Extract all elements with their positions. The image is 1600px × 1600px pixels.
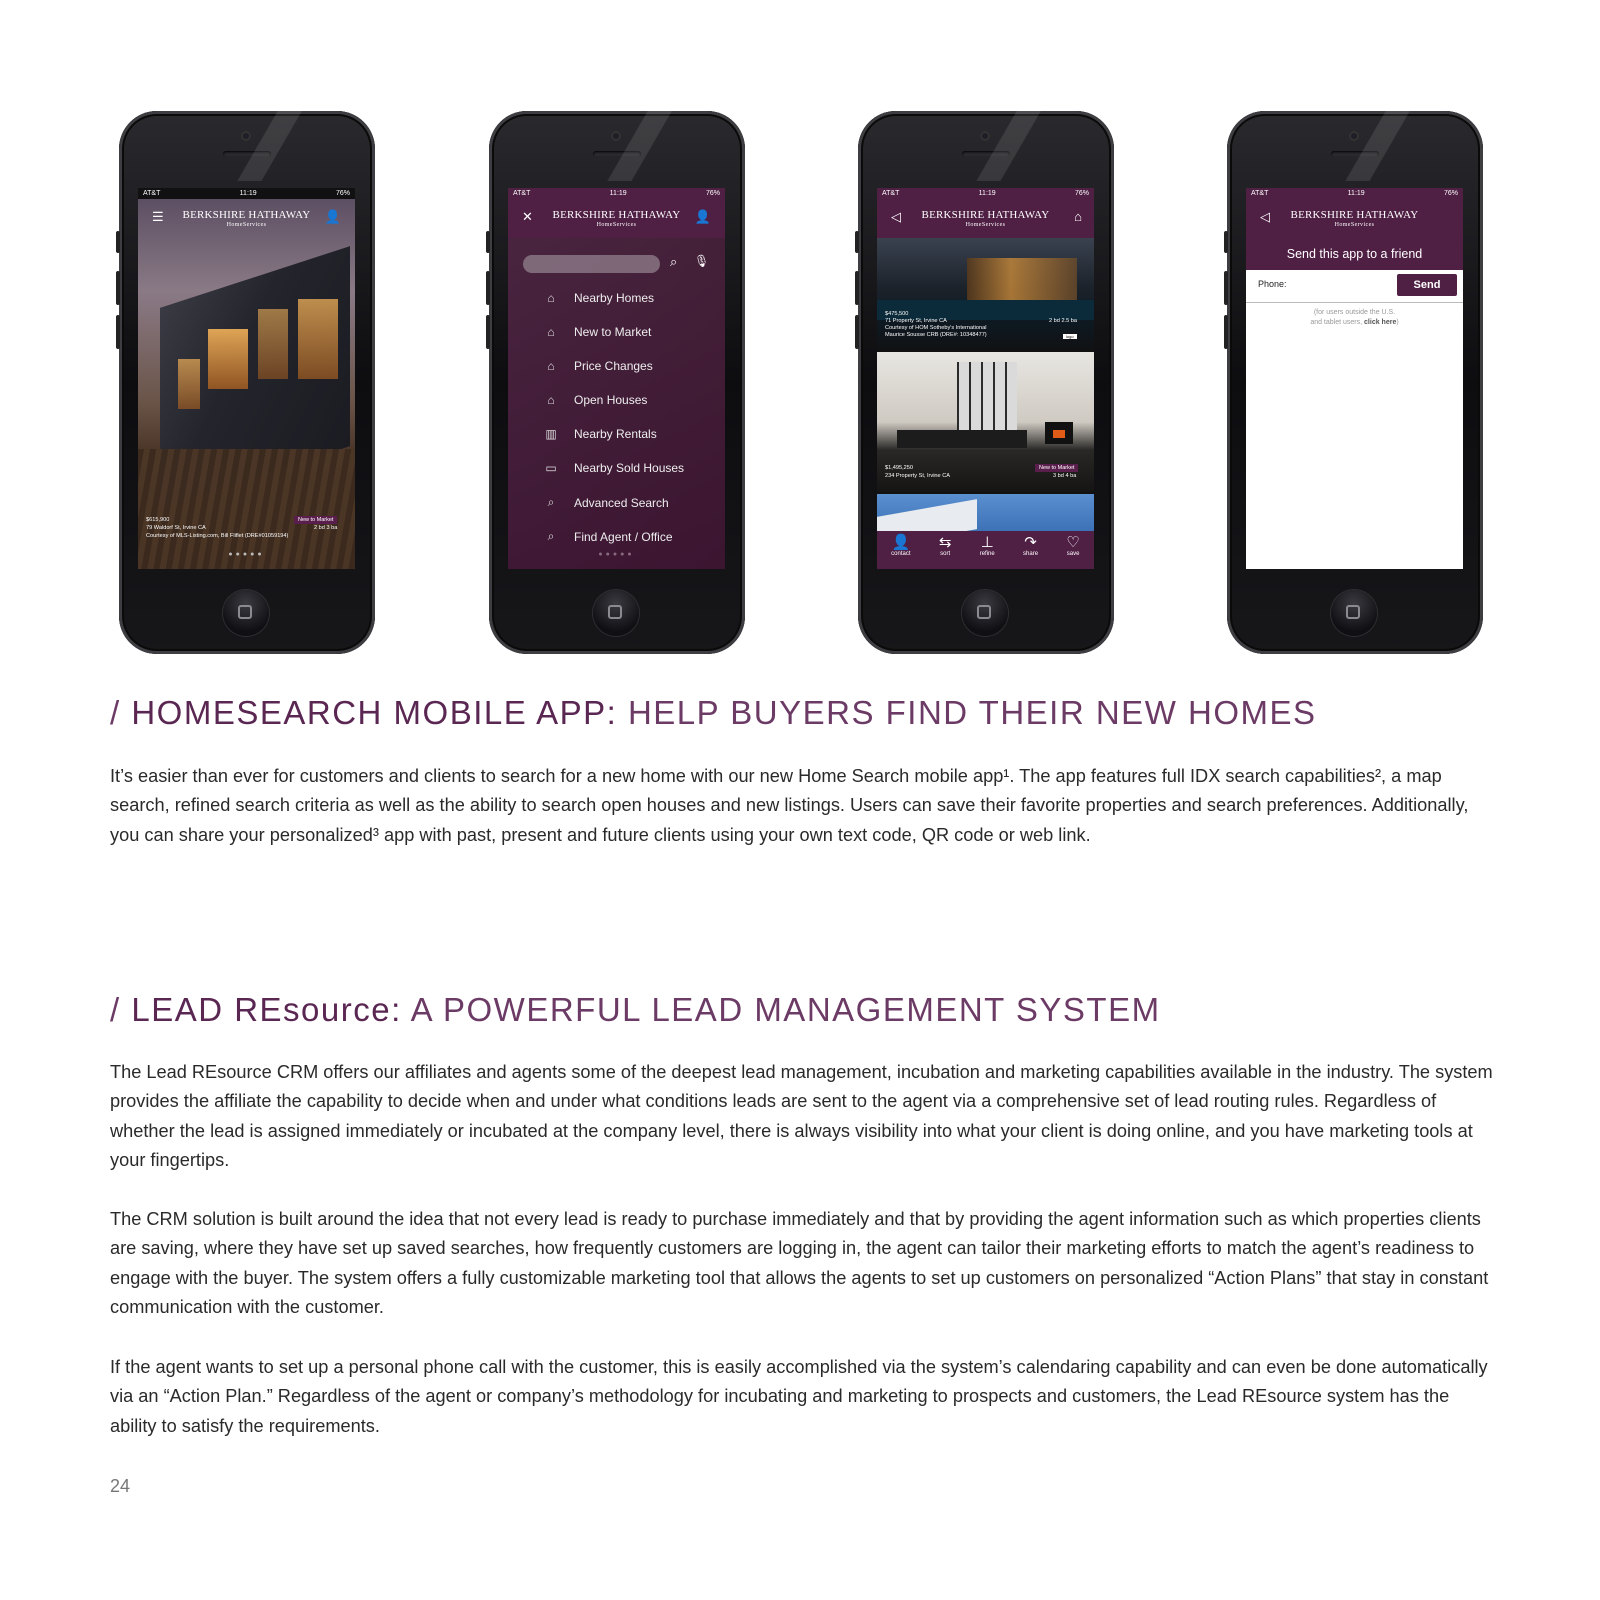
phone-number-field[interactable] xyxy=(1246,270,1463,303)
home-button xyxy=(1331,590,1377,636)
brand-name: BERKSHIRE HATHAWAY xyxy=(552,209,681,221)
listing-price: $1,495,250 xyxy=(885,465,913,471)
menu-item-new-to-market[interactable]: ⌂ New to Market xyxy=(542,325,651,339)
tab-save[interactable]: ♡ save xyxy=(1066,534,1080,557)
lead-resource-paragraph-2: The CRM solution is built around the idea that not every lead is ready to purchase immediately and that by providing the agent information such as which properties clients are saving, where they have set up saved searches, how frequently customers are logging in, the agent can tailor their marketing efforts to match the agent’s readiness to engage with the buyer. The system offers a fully customizable marketing tool that allows the agents to set up customers on personalized “Action Plans” that stay in constant communication with the customer. xyxy=(110,1209,1489,1318)
brand-sub: HomeServices xyxy=(226,222,267,228)
phone-screen xyxy=(508,188,725,569)
page-number: 24 xyxy=(110,1476,131,1496)
home-button xyxy=(223,590,269,636)
back-icon[interactable]: ◁ xyxy=(1260,209,1270,224)
heart-icon: ♡ xyxy=(1066,534,1080,551)
phone-screen xyxy=(138,188,355,569)
carrier: AT&T xyxy=(143,190,161,197)
listing-beds-baths: 3 bd 4 ba xyxy=(1053,473,1077,479)
battery: 76% xyxy=(1074,190,1089,197)
phone-mockup-menu xyxy=(489,111,745,654)
listing-beds-baths: 2 bd 3 ba xyxy=(314,525,338,531)
section-heading-homesearch: / HOMESEARCH MOBILE APP: HELP BUYERS FIND THEIR NEW HOMES xyxy=(110,694,1317,731)
listing-beds-baths: 2 bd 2.5 ba xyxy=(1049,318,1077,324)
listing-agent: Maurice Sousse CRB (DRE#: 10348477) xyxy=(885,332,987,338)
brand-name: BERKSHIRE HATHAWAY xyxy=(182,209,311,221)
phone-mockup-home xyxy=(119,111,375,654)
clock: 11:19 xyxy=(609,190,627,197)
menu-item-open-houses[interactable]: ⌂ Open Houses xyxy=(542,393,647,407)
microphone-icon[interactable]: 🎙 xyxy=(694,254,710,268)
listing-courtesy: Courtesy of HOM Sotheby's International xyxy=(885,325,987,331)
contact-icon: 👤 xyxy=(891,534,911,551)
listing-card[interactable] xyxy=(877,352,1094,492)
brand-name: BERKSHIRE HATHAWAY xyxy=(1290,209,1419,221)
tab-sort[interactable]: ⇆ sort xyxy=(938,534,952,557)
listing-photo xyxy=(138,199,355,569)
brand-sub: HomeServices xyxy=(965,222,1006,228)
carrier: AT&T xyxy=(513,190,531,197)
clock: 11:19 xyxy=(239,190,257,197)
new-to-market-badge: New to Market xyxy=(294,516,337,524)
menu-item-nearby-rentals[interactable]: ▥ Nearby Rentals xyxy=(542,427,657,441)
new-to-market-badge: New to Market xyxy=(1035,464,1078,472)
hamburger-menu-icon[interactable]: ☰ xyxy=(152,209,164,224)
menu-item-advanced-search[interactable]: ⌕ Advanced Search xyxy=(542,495,669,510)
phone-screen xyxy=(1246,188,1463,569)
listing-address: 71 Property St, Irvine CA xyxy=(885,318,947,324)
pager-dots[interactable]: ●●●●● xyxy=(598,551,635,558)
listing-address: 234 Property St, Irvine CA xyxy=(885,473,950,479)
battery: 76% xyxy=(1443,190,1458,197)
tab-share[interactable]: ↷ share xyxy=(1023,534,1039,557)
listing-price: $615,900 xyxy=(146,517,170,523)
brand-sub: HomeServices xyxy=(596,222,637,228)
listing-courtesy: Courtesy of MLS-Listing.com, Bill Fliflet (DRE#01059194) xyxy=(146,533,289,539)
share-title: Send this app to a friend xyxy=(1246,238,1463,270)
brand-name: BERKSHIRE HATHAWAY xyxy=(921,209,1050,221)
user-icon[interactable]: 👤 xyxy=(694,209,711,224)
menu-item-find-agent[interactable]: ⌕ Find Agent / Office xyxy=(542,529,673,544)
lead-resource-paragraph-3: If the agent wants to set up a personal phone call with the customer, this is easily accomplished via the system’s calendaring capability and can even be done automatically via an “Action Plan.” Regardless of the agent or company’s methodology for incubating and marketing to prospects and customers, the Lead REsource system has the ability to satisfy the requirements. xyxy=(110,1357,1488,1436)
bottom-tab-bar xyxy=(877,531,1094,569)
tab-refine[interactable]: ⊥ refine xyxy=(979,534,995,557)
menu-item-nearby-sold[interactable]: ▭ Nearby Sold Houses xyxy=(542,461,684,475)
pager-dots[interactable]: ●●●●● xyxy=(228,551,265,558)
phone-label: Phone: xyxy=(1258,279,1287,289)
outside-us-note: (for users outside the U.S. and tablet users, click here) xyxy=(1310,309,1399,326)
carrier: AT&T xyxy=(1251,190,1269,197)
listing-card[interactable] xyxy=(877,238,1094,350)
refine-icon: ⊥ xyxy=(980,534,994,551)
listing-address: 79 Waldorf St, Irvine CA xyxy=(146,525,206,531)
carrier: AT&T xyxy=(882,190,900,197)
broker-logo: logo xyxy=(1063,334,1077,339)
menu-item-price-changes[interactable]: ⌂ Price Changes xyxy=(542,359,653,373)
close-icon[interactable]: ✕ xyxy=(522,209,533,224)
menu-item-nearby-homes[interactable]: ⌂ Nearby Homes xyxy=(542,291,654,305)
agent-search-icon: ⌕ xyxy=(547,529,555,543)
home-button xyxy=(593,590,639,636)
section-heading-lead-resource: / LEAD REsource: A POWERFUL LEAD MANAGEMENT SYSTEM xyxy=(110,991,1161,1028)
battery: 76% xyxy=(335,190,350,197)
tab-contact[interactable]: 👤 contact xyxy=(891,534,911,557)
back-icon[interactable]: ◁ xyxy=(891,209,901,224)
phone-mockup-share xyxy=(1227,111,1483,654)
new-house-icon: ⌂ xyxy=(547,325,555,339)
listing-card[interactable] xyxy=(877,494,1094,534)
battery: 76% xyxy=(705,190,720,197)
rental-building-icon: ▥ xyxy=(545,427,557,441)
house-icon: ⌂ xyxy=(547,291,555,305)
lead-resource-paragraph-1: The Lead REsource CRM offers our affiliates and agents some of the deepest lead management, incubation and marketing capabilities available in the industry. The system provides the affiliate the capability to decide when and under what conditions leads are sent to the agent via a comprehensive set of lead routing rules. Regardless of whether the lead is assigned immediately or incubated at the company level, there is always visibility into what your client is doing online, and you have marketing tools at your fingertips. xyxy=(110,1062,1493,1171)
price-icon: ⌂ xyxy=(547,359,555,373)
brand-sub: HomeServices xyxy=(1334,222,1375,228)
send-button[interactable]: Send xyxy=(1397,274,1457,296)
user-icon[interactable]: 👤 xyxy=(324,209,341,224)
listing-price: $475,500 xyxy=(885,311,909,317)
clock: 11:19 xyxy=(1347,190,1365,197)
click-here-link[interactable]: click here xyxy=(1364,319,1397,326)
share-icon: ↷ xyxy=(1024,534,1037,551)
homesearch-paragraph: It’s easier than ever for customers and clients to search for a new home with our new Home Search mobile app¹. The app features full IDX search capabilities², a map search, refined search criteria as well as the ability to search open houses and new listings. Users can save their favorite properties and search preferences. Additionally, you can share your personalized³ app with past, present and future clients using your own text code, QR code or web link. xyxy=(110,766,1469,845)
search-icon: ⌕ xyxy=(547,495,555,509)
sold-sign-icon: ▭ xyxy=(545,461,557,475)
phone-mockup-listings xyxy=(858,111,1114,654)
home-button xyxy=(962,590,1008,636)
map-icon[interactable]: ⌂ xyxy=(1074,209,1082,224)
sort-icon: ⇆ xyxy=(938,534,952,551)
open-house-icon: ⌂ xyxy=(547,393,555,407)
clock: 11:19 xyxy=(978,190,996,197)
search-icon[interactable]: ⌕ xyxy=(670,254,678,269)
search-input[interactable] xyxy=(523,255,660,273)
phone-screen xyxy=(877,188,1094,569)
